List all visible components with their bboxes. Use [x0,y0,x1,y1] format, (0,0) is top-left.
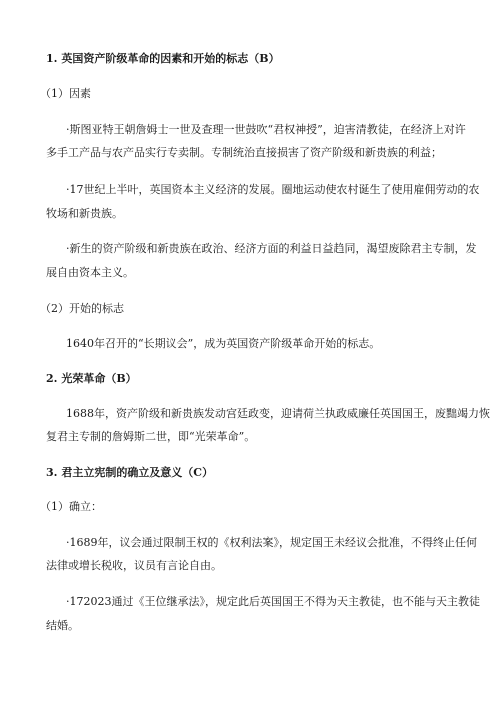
paragraph-line: 多手工产品与农产品实行专卖制。专制统治直接损害了资产阶级和新贵族的利益； [46,146,442,159]
paragraph-line: 1640年召开的“长期议会”，成为英国资产阶级革命开始的标志。 [66,337,381,350]
paragraph-line: ·172023通过《王位继承法》，规定此后英国国王不得为天主教徒，也不能与天主教徒 [66,595,480,608]
section-heading-3: 3. 君主立宪制的确立及意义（C） [46,466,214,479]
section-heading-2: 2. 光荣革命（B） [46,372,137,385]
paragraph-line: 复君主专制的詹姆斯二世，即“光荣革命”。 [46,430,256,443]
paragraph-line: ·斯图亚特王朝詹姆士一世及查理一世鼓吹“君权神授”，迫害清教徒，在经济上对许 [66,123,466,136]
paragraph-line: 牧场和新贵族。 [46,207,123,220]
subsection-label-start-sign: （2）开始的标志 [40,302,124,315]
section-heading-1: 1. 英国资产阶级革命的因素和开始的标志（B） [46,52,280,65]
paragraph-line: 1688年，资产阶级和新贵族发动宫廷政变，迎请荷兰执政威廉任英国国王，废黜竭力恢 [66,407,490,420]
paragraph-line: 结婚。 [46,619,79,632]
paragraph-line: ·17世纪上半叶，英国资本主义经济的发展。圈地运动使农村诞生了使用雇佣劳动的农 [66,183,480,196]
paragraph-line: ·1689年，议会通过限制王权的《权利法案》，规定国王未经议会批准，不得终止任何 [66,536,477,549]
subsection-label-establishment: （1）确立： [40,500,102,513]
subsection-label-causes: （1）因素 [40,87,91,100]
paragraph-line: 法律或增长税收，议员有言论自由。 [46,559,222,572]
paragraph-line: ·新生的资产阶级和新贵族在政治、经济方面的利益日益趋同，渴望废除君主专制，发 [66,242,477,255]
paragraph-line: 展自由资本主义。 [46,266,134,279]
